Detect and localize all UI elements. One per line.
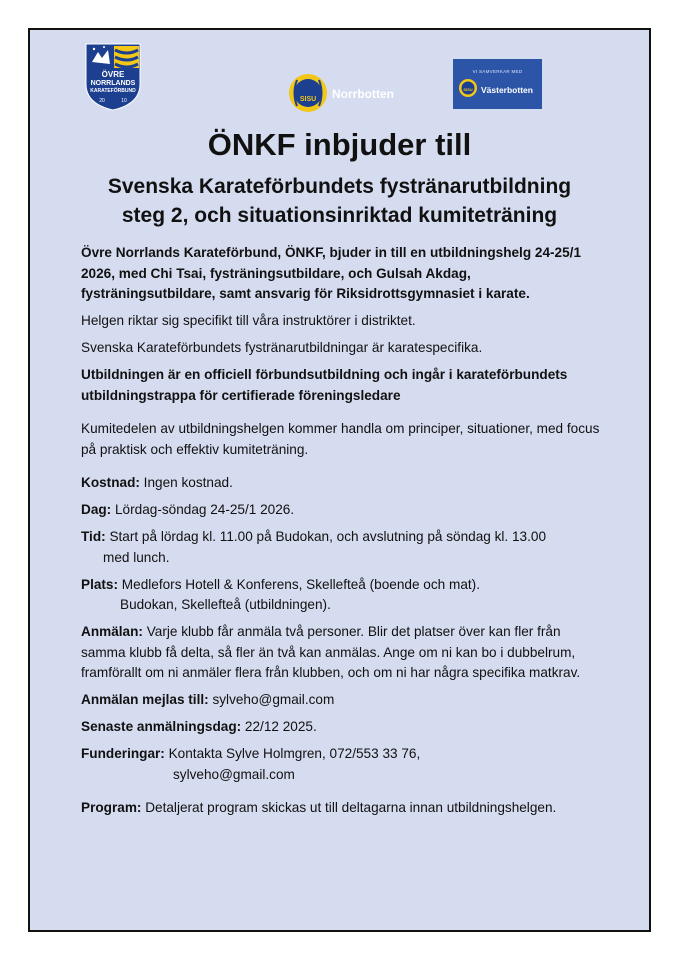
anmalan-row xyxy=(81,622,606,684)
plats-value-cont: Budokan, Skellefteå (utbildningen). xyxy=(120,597,331,612)
funderingar-value-cont: sylveho@gmail.com xyxy=(173,766,295,782)
svg-text:10: 10 xyxy=(121,98,127,104)
funderingar-value: Kontakta Sylve Holmgren, 072/553 33 76, xyxy=(164,746,421,761)
anmalan-label: Anmälan: xyxy=(81,624,143,639)
tid-value: Start på lördag kl. 11.00 på Budokan, och avslutning på söndag kl. 13.00 xyxy=(105,529,547,544)
svg-text:SISU: SISU xyxy=(299,96,317,103)
kostnad-label: Kostnad: xyxy=(81,475,140,490)
kumite-paragraph: Kumitedelen av utbildningshelgen kommer handla om principer, situationer, med focus på praktisk och effektiv kumiteträning. xyxy=(81,421,600,457)
program-row xyxy=(81,798,606,819)
logo-region: Västerbotten xyxy=(481,85,533,95)
mejl-row xyxy=(81,690,606,711)
svg-text:SISU: SISU xyxy=(463,87,473,92)
sisu-emblem-icon xyxy=(458,78,478,98)
senast-value: 22/12 2025. xyxy=(241,719,317,734)
sisu-norrbotten-logo xyxy=(288,72,418,114)
logo-tagline: VI SAMVERKAR MED xyxy=(472,69,523,74)
svg-text:Norrbotten: Norrbotten xyxy=(332,87,394,101)
svg-text:KARATEFÖRBUND: KARATEFÖRBUND xyxy=(90,88,136,94)
intro-paragraph: Övre Norrlands Karateförbund, ÖNKF, bjuder in till en utbildningshelg 24-25/1 2026, med Chi Tsai, fysträningsutbildare, och Gulsah Akdag, fysträningsutbildare, samt ansvarig för Riksidrottsgymnasiet i karate. xyxy=(81,245,582,301)
program-label: Program: xyxy=(81,800,142,815)
onkf-logo xyxy=(84,42,142,112)
svg-text:ÖVRE: ÖVRE xyxy=(101,70,125,79)
document-page xyxy=(28,28,651,932)
subtitle-line-2: steg 2, och situationsinriktad kumiteträning xyxy=(121,204,558,227)
funderingar-row xyxy=(81,744,606,785)
kostnad-row xyxy=(81,473,606,494)
senast-row xyxy=(81,717,606,738)
mejl-label: Anmälan mejlas till: xyxy=(81,692,209,707)
mejl-value: sylveho@gmail.com xyxy=(208,692,335,707)
tid-value-cont: med lunch. xyxy=(103,549,170,565)
subtitle-line-1: Svenska Karateförbundets fystränarutbildning xyxy=(107,175,572,198)
tid-label: Tid: xyxy=(81,529,106,544)
kostnad-value: Ingen kostnad. xyxy=(139,475,233,490)
sisu-vasterbotten-logo xyxy=(453,59,542,109)
plats-value: Medlefors Hotell & Konferens, Skellefteå (boende och mat). xyxy=(118,576,480,592)
funderingar-label: Funderingar: xyxy=(81,746,165,761)
official-paragraph: Utbildningen är en officiell förbundsutbildning och ingår i karateförbundets utbildningstrappa för certifierade föreningsledare xyxy=(81,367,568,403)
plats-label: Plats: xyxy=(81,576,119,592)
tid-row xyxy=(81,527,606,568)
document-body xyxy=(81,243,606,825)
anmalan-value: Varje klubb får anmäla två personer. Blir det platser över kan fler från samma klubb få delta, så fler än två kan anmälas. Ange om ni kan bo i dubbelrum, framförallt om ni anmäler flera från klubben, och om ni har några specifika matkrav. xyxy=(81,624,581,680)
plats-row xyxy=(81,575,606,616)
svg-text:NORRLANDS: NORRLANDS xyxy=(90,80,136,87)
target-paragraph: Helgen riktar sig specifikt till våra instruktörer i distriktet. xyxy=(81,313,416,328)
page-subtitle xyxy=(50,172,629,230)
dag-row xyxy=(81,500,606,521)
specific-paragraph: Svenska Karateförbundets fystränarutbildningar är karatespecifika. xyxy=(81,340,483,355)
dag-label: Dag: xyxy=(81,502,112,517)
dag-value: Lördag-söndag 24-25/1 2026. xyxy=(111,502,295,517)
page-title: ÖNKF inbjuder till xyxy=(207,127,472,162)
program-value: Detaljerat program skickas ut till deltagarna innan utbildningshelgen. xyxy=(141,800,557,815)
senast-label: Senaste anmälningsdag: xyxy=(81,719,242,734)
svg-text:20: 20 xyxy=(99,98,105,104)
